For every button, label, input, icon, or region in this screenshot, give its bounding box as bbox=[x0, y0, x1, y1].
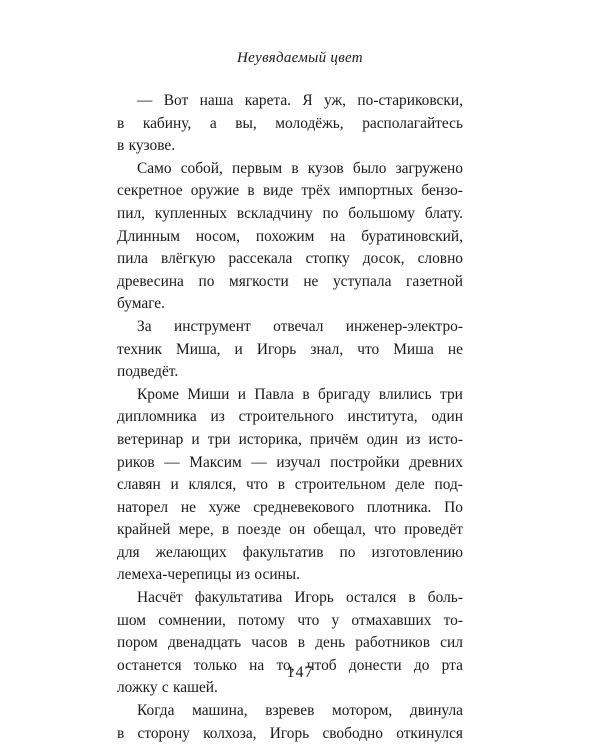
word: и bbox=[234, 340, 243, 358]
text-line bbox=[117, 587, 463, 610]
word: для bbox=[117, 543, 140, 561]
word: располагайтесь bbox=[362, 114, 463, 132]
word: свободно bbox=[322, 724, 383, 742]
word: хуже bbox=[208, 498, 241, 516]
word: не bbox=[447, 340, 463, 358]
word: газетной bbox=[406, 272, 463, 290]
text-line bbox=[117, 339, 463, 362]
word: откинулся bbox=[396, 724, 463, 742]
word: в bbox=[247, 182, 255, 200]
text-line bbox=[117, 158, 463, 181]
word: рта bbox=[441, 656, 463, 674]
word: вы, bbox=[235, 114, 257, 132]
word: кабину, bbox=[142, 114, 192, 132]
word: инженер-электро- bbox=[345, 317, 463, 335]
word: виде bbox=[262, 182, 294, 200]
page-number: 147 bbox=[286, 664, 314, 681]
word: Игорь bbox=[256, 340, 297, 358]
word: стопку bbox=[305, 250, 350, 268]
word: трёх bbox=[301, 182, 331, 200]
word: исто- bbox=[428, 430, 463, 448]
word: три bbox=[207, 430, 231, 448]
text-line bbox=[117, 700, 463, 723]
word: карета. bbox=[244, 92, 291, 109]
word: первым bbox=[232, 159, 283, 177]
word: Миши bbox=[187, 385, 230, 403]
word: средневекового bbox=[253, 498, 355, 516]
word: не bbox=[303, 272, 319, 290]
word: обещал, bbox=[313, 521, 366, 539]
text-line bbox=[117, 564, 463, 587]
word: большому bbox=[348, 204, 416, 222]
word: знал, bbox=[310, 340, 344, 358]
word: Павла bbox=[254, 385, 294, 403]
word: чтоб bbox=[306, 656, 337, 674]
word: факультатива bbox=[194, 589, 283, 607]
word: вскладчину bbox=[236, 204, 313, 222]
word: осины. bbox=[254, 566, 300, 584]
word: За bbox=[137, 317, 152, 335]
text-line bbox=[117, 361, 463, 384]
word: было bbox=[352, 159, 387, 177]
word: проведёт bbox=[404, 521, 463, 539]
word: Когда bbox=[137, 702, 175, 720]
word: По bbox=[444, 498, 463, 516]
word: один bbox=[366, 430, 399, 448]
word: — bbox=[164, 453, 180, 471]
word: рассекала bbox=[228, 250, 293, 268]
word: причём bbox=[309, 430, 359, 448]
word: бензо- bbox=[421, 182, 463, 200]
word: в bbox=[297, 634, 306, 652]
word: пил, bbox=[117, 204, 146, 222]
word: загружено bbox=[395, 159, 463, 177]
word: до bbox=[413, 656, 430, 674]
word: бумаге. bbox=[117, 295, 165, 313]
word: ложку bbox=[117, 679, 158, 697]
word: то- bbox=[443, 611, 463, 629]
word: и bbox=[237, 385, 247, 403]
word: останется bbox=[117, 656, 182, 674]
word: работников bbox=[355, 634, 431, 652]
word: по-стариковски, bbox=[357, 92, 463, 109]
word: кузов bbox=[307, 159, 344, 177]
word: в bbox=[221, 521, 230, 539]
running-head: Неувядаемый цвет bbox=[237, 50, 363, 66]
word: двинула bbox=[409, 702, 463, 720]
text-line bbox=[117, 248, 463, 271]
word: с bbox=[161, 679, 169, 697]
word: отмахавших bbox=[351, 611, 432, 629]
word: Я bbox=[302, 92, 313, 109]
word: постройки bbox=[330, 453, 400, 471]
word: подведёт. bbox=[117, 363, 179, 381]
word: на bbox=[330, 227, 346, 245]
word: Само bbox=[137, 159, 172, 177]
word: боль- bbox=[427, 589, 463, 607]
word: историка, bbox=[238, 430, 302, 448]
word: на bbox=[249, 656, 265, 674]
word: шом bbox=[117, 611, 146, 629]
word: отвечал bbox=[273, 317, 324, 335]
word: только bbox=[193, 656, 237, 674]
word: то, bbox=[276, 656, 295, 674]
word: Кроме bbox=[137, 385, 179, 403]
word: кузове. bbox=[128, 137, 176, 155]
text-line bbox=[117, 452, 463, 475]
word: из bbox=[235, 566, 251, 584]
word: что bbox=[297, 611, 320, 629]
word: по bbox=[339, 543, 356, 561]
word: по bbox=[198, 272, 215, 290]
word: и bbox=[191, 430, 200, 448]
word: славян bbox=[117, 476, 161, 494]
word: наша bbox=[199, 92, 234, 109]
word: Насчёт bbox=[137, 589, 183, 607]
word: пила bbox=[117, 250, 148, 268]
word: плотника. bbox=[366, 498, 432, 516]
text-line bbox=[117, 90, 463, 113]
word: что bbox=[245, 476, 268, 494]
word: бригаду bbox=[318, 385, 371, 403]
word: что bbox=[373, 521, 396, 539]
word: строительном bbox=[294, 476, 386, 494]
word: и bbox=[170, 476, 179, 494]
text-line bbox=[117, 384, 463, 407]
word: он bbox=[289, 521, 306, 539]
word: уступала bbox=[332, 272, 392, 290]
word: лемеха-черепицы bbox=[117, 566, 232, 584]
word: оружие bbox=[190, 182, 240, 200]
text-line bbox=[117, 113, 463, 136]
text-line bbox=[117, 226, 463, 249]
text-line bbox=[117, 474, 463, 497]
word: клялся, bbox=[188, 476, 237, 494]
word: Вот bbox=[163, 92, 189, 109]
word: молодёжь, bbox=[275, 114, 344, 132]
word: древесина bbox=[117, 272, 184, 290]
word: — bbox=[251, 453, 267, 471]
word: в bbox=[117, 724, 125, 742]
word: один bbox=[431, 408, 463, 426]
word: в bbox=[117, 137, 125, 155]
word: буратиновский, bbox=[361, 227, 463, 245]
word: купленных bbox=[154, 204, 228, 222]
word: деле bbox=[395, 476, 425, 494]
text-line bbox=[117, 180, 463, 203]
text-line bbox=[117, 610, 463, 633]
word: колхоза, bbox=[203, 724, 257, 742]
word: три bbox=[440, 385, 463, 403]
word: изучал bbox=[276, 453, 321, 471]
text-line bbox=[117, 723, 463, 746]
word: досок, bbox=[362, 250, 405, 268]
text-line bbox=[117, 203, 463, 226]
word: в bbox=[277, 476, 285, 494]
word: ветеринар bbox=[117, 430, 184, 448]
word: взревев bbox=[265, 702, 315, 720]
word: день bbox=[315, 634, 346, 652]
word: Игорь bbox=[294, 589, 334, 607]
word: инструмент bbox=[173, 317, 251, 335]
word: техник bbox=[117, 340, 162, 358]
word: что bbox=[357, 340, 380, 358]
text-line bbox=[117, 519, 463, 542]
text-line bbox=[117, 135, 463, 158]
word: в bbox=[302, 385, 310, 403]
word: мере, bbox=[178, 521, 214, 539]
word: собой, bbox=[180, 159, 223, 177]
word: из bbox=[210, 408, 225, 426]
word: кашей. bbox=[173, 679, 218, 697]
word: в bbox=[408, 589, 416, 607]
word: риков bbox=[117, 453, 155, 471]
text-line bbox=[117, 497, 463, 520]
word: по bbox=[322, 204, 339, 222]
word: блату. bbox=[424, 204, 463, 222]
word: — bbox=[137, 92, 153, 109]
word: под- bbox=[434, 476, 463, 494]
word: донести bbox=[348, 656, 402, 674]
word: крайней bbox=[117, 521, 171, 539]
word: сил bbox=[440, 634, 463, 652]
word: древних bbox=[409, 453, 463, 471]
word: носом, bbox=[195, 227, 240, 245]
word: похожим bbox=[255, 227, 315, 245]
word: влились bbox=[378, 385, 432, 403]
word: сторону bbox=[137, 724, 190, 742]
word: мотором, bbox=[332, 702, 393, 720]
word: из bbox=[406, 430, 421, 448]
word: поезде bbox=[237, 521, 281, 539]
text-line bbox=[117, 542, 463, 565]
word: наторел bbox=[117, 498, 169, 516]
text-line bbox=[117, 429, 463, 452]
word: строительного bbox=[238, 408, 334, 426]
word: импортных bbox=[338, 182, 414, 200]
word: не bbox=[180, 498, 196, 516]
word: института, bbox=[347, 408, 418, 426]
word: потому bbox=[238, 611, 286, 629]
word: уж, bbox=[324, 92, 347, 109]
word: сомнении, bbox=[158, 611, 226, 629]
word: секретное bbox=[117, 182, 183, 200]
text-line bbox=[117, 271, 463, 294]
word: изготовлению bbox=[371, 543, 463, 561]
word: факультатив bbox=[242, 543, 324, 561]
text-line bbox=[117, 632, 463, 655]
word: Максим bbox=[189, 453, 242, 471]
word: у bbox=[331, 611, 340, 629]
body-text bbox=[117, 90, 463, 745]
word: влёгкую bbox=[161, 250, 216, 268]
word: дипломника bbox=[117, 408, 197, 426]
text-line bbox=[117, 293, 463, 316]
word: желающих bbox=[155, 543, 227, 561]
text-line bbox=[117, 316, 463, 339]
word: Игорь bbox=[269, 724, 310, 742]
word: двенадцать bbox=[167, 634, 242, 652]
word: словно bbox=[417, 250, 463, 268]
word: машина, bbox=[192, 702, 248, 720]
word: мягкости bbox=[229, 272, 289, 290]
word: часов bbox=[251, 634, 288, 652]
word: пором bbox=[117, 634, 158, 652]
word: Длинным bbox=[117, 227, 180, 245]
word: в bbox=[291, 159, 299, 177]
word: а bbox=[209, 114, 217, 132]
word: остался bbox=[345, 589, 397, 607]
word: Миша bbox=[393, 340, 434, 358]
text-line bbox=[117, 406, 463, 429]
word: в bbox=[117, 114, 125, 132]
word: Миша, bbox=[176, 340, 221, 358]
